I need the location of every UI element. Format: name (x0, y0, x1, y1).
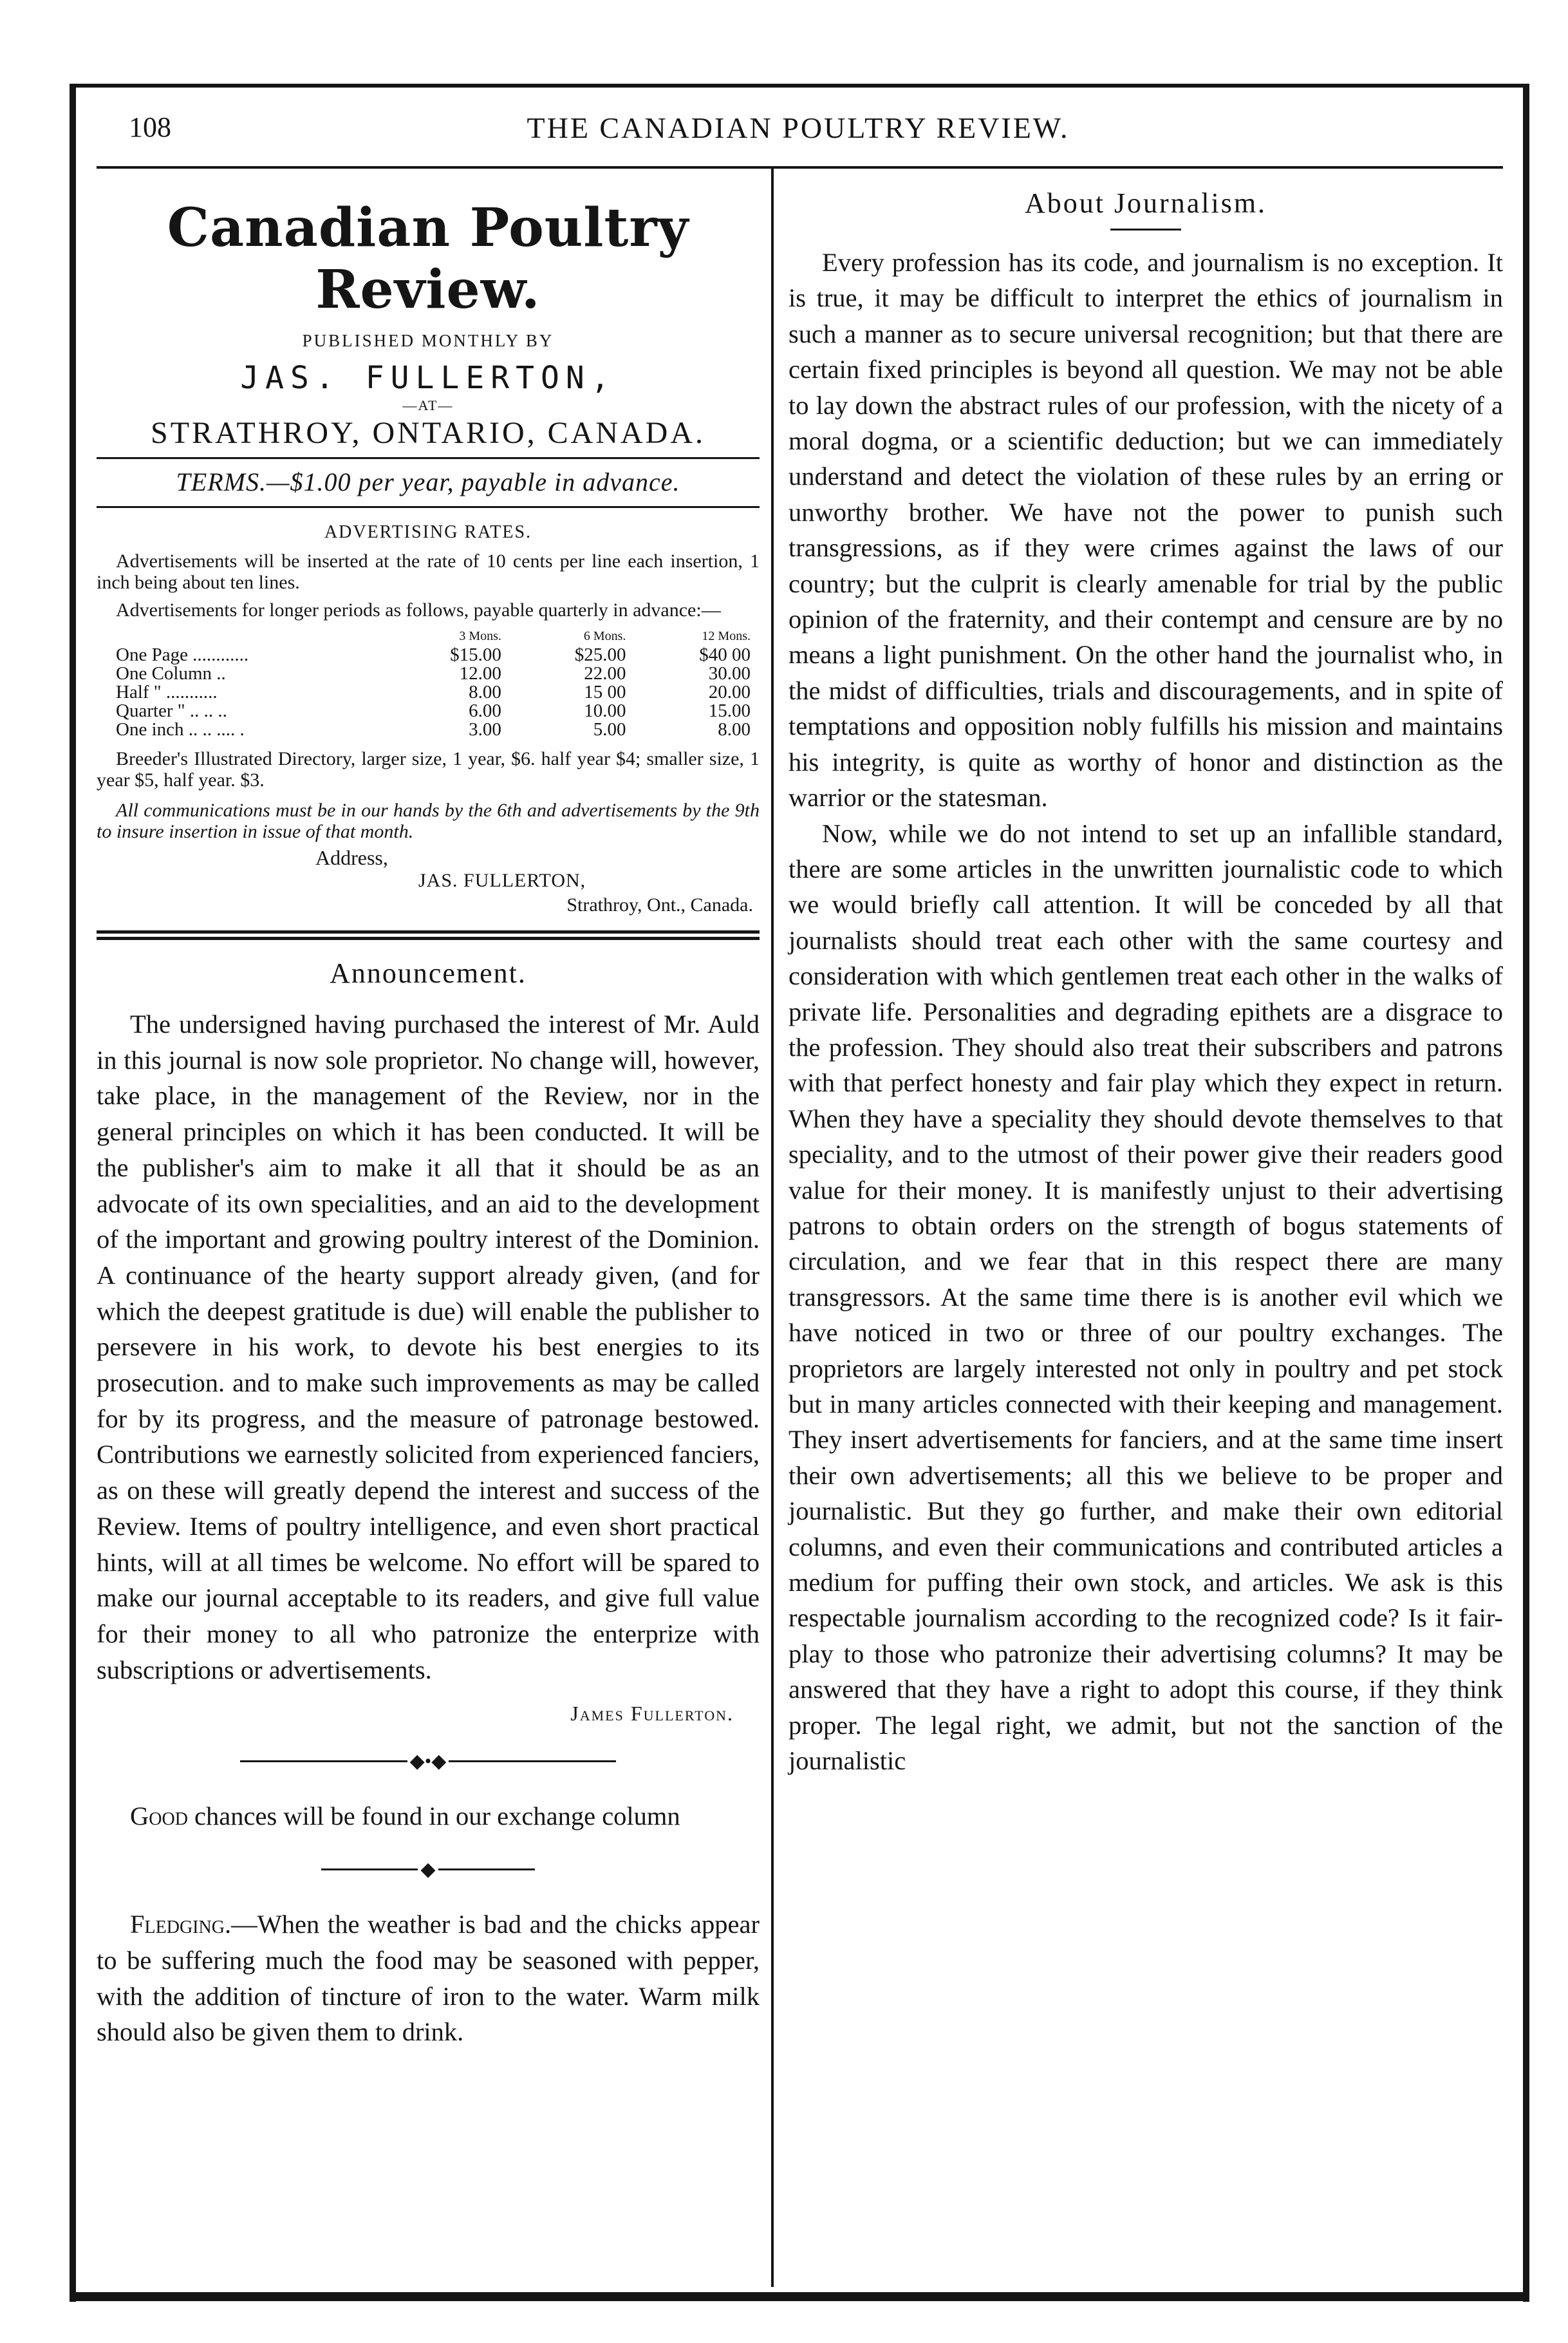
table-row (97, 683, 760, 702)
rate-12mo: $40 00 (699, 645, 751, 665)
ornament-bar (240, 1760, 407, 1762)
rate-12mo: 30.00 (708, 663, 751, 684)
good-chances-note (97, 1798, 760, 1834)
running-title: THE CANADIAN POULTRY REVIEW. (527, 111, 1070, 144)
top-border-rule (76, 84, 1523, 88)
advertising-heading: ADVERTISING RATES. (324, 522, 532, 542)
subscription-terms: TERMS.—$1.00 per year, payable in advance. (176, 467, 680, 496)
publication-place: STRATHROY, ONTARIO, CANADA. (151, 416, 705, 450)
address-label: Address, (315, 846, 388, 869)
rate-12mo: 20.00 (708, 682, 751, 702)
rate-3mo: 6.00 (469, 701, 501, 721)
directory-rates: Breeder's Illustrated Directory, larger size, 1 year, $6. half year $4; smaller size, 1 year $5, half year. $3. (97, 748, 760, 791)
table-row (97, 720, 760, 739)
ornament-bar (449, 1760, 616, 1762)
rates-header-12mo: 12 Mons. (702, 629, 751, 643)
terms-rule (97, 506, 760, 508)
ornament-bar (321, 1868, 418, 1870)
rate-6mo: 10.00 (584, 701, 626, 721)
rate-label: Half " ........... (116, 682, 218, 702)
heading-rule (1110, 229, 1181, 231)
note-text: —When the weather is bad and the chicks appear to be suffering much the food may be seasoned with pepper, with the addition of tincture of iron to the water. Warm milk should also be given them to drink. (97, 1910, 760, 2047)
announcement-heading: Announcement. (330, 957, 527, 989)
masthead-title: Canadian Poultry Review. (167, 197, 689, 321)
table-row (97, 702, 760, 720)
double-rule (97, 930, 760, 940)
rate-3mo: 3.00 (469, 719, 501, 740)
masthead-rule (97, 457, 760, 459)
ornament-bar (438, 1868, 535, 1870)
rate-label: One Page ............ (116, 645, 249, 665)
rate-6mo: 5.00 (593, 719, 626, 740)
rates-header-3mo: 3 Mons. (459, 629, 501, 643)
table-row (97, 664, 760, 683)
note-text: chances will be found in our exchange column (194, 1801, 680, 1830)
rate-label: One Column .. (116, 663, 226, 684)
table-row (97, 646, 760, 664)
address-name: JAS. FULLERTON, (418, 870, 586, 891)
bottom-border-rule (70, 2292, 1529, 2301)
published-line: PUBLISHED MONTHLY BY (302, 331, 554, 350)
rate-12mo: 8.00 (718, 719, 751, 740)
rates-header-row (97, 627, 760, 646)
advertising-intro: Advertisements will be inserted at the rate of 10 cents per line each insertion, 1 inch being about ten lines. (97, 550, 760, 593)
rates-header-blank (97, 627, 386, 646)
ornament-divider (97, 1749, 760, 1773)
right-column (789, 180, 1503, 1778)
page-number: 108 (129, 111, 171, 143)
rate-label: One inch .. .. .... . (116, 719, 245, 740)
announcement-signature: James Fullerton. (570, 1702, 734, 1726)
ornament-divider-small (97, 1858, 760, 1881)
rate-12mo: 15.00 (708, 701, 751, 721)
journalism-paragraph-2: Now, while we do not intend to set up an infallible standard, there are some articles in the unwritten journalistic code to which we would briefly call attention. It will be conceded by all that journalists should treat each other with the same courtesy and consideration with which gentlemen treat each other in the walks of private life. Personalities and degrading epithets are a disgrace to the profession. They should also treat their subscribers and patrons with that perfect honesty and fair play which they expect in return. When they have a speciality they should devote themselves to that speciality, and to the utmost of their power give their readers good value for their money. It is manifestly unjust to their advertising patrons to obtain orders on the strength of bogus statements of circulation, and we fear that in this respect there are many transgressors. At the same time there is is another evil which we have noticed in two or three of our poultry exchanges. The proprietors are largely interested not only in poultry and pet stock but in many articles connected with their keeping and management. They insert advertisements for fanciers, and at the same time insert their own advertisements; all this we believe to be proper and journalistic. But they go further, and make their own editorial columns, and even their communications and contributed articles a medium for puffing their own stock, and articles. We ask is this respectable journalism according to the recognized code? Is it fair-play to those who patronize their advertising columns? It may be answered that they have a right to adopt this course, if they think proper. The legal right, we admit, but not the sanction of the journalistic (789, 818, 1503, 1776)
running-head (97, 111, 1500, 156)
publisher-name: JAS. FULLERTON, (240, 360, 616, 396)
note-lead: Fledging. (130, 1910, 232, 1939)
rate-label: Quarter " .. .. .. (116, 701, 227, 721)
rates-table (97, 627, 760, 739)
header-rule (97, 166, 1503, 169)
diamond-icon: ◆ (420, 1859, 436, 1881)
note-lead: Good (130, 1801, 188, 1830)
rate-6mo: 15 00 (584, 682, 626, 702)
rates-header-6mo: 6 Mons. (583, 629, 626, 643)
fledging-note (97, 1906, 760, 2050)
left-column (97, 180, 760, 2050)
diamond-icon: ◆•◆ (409, 1750, 447, 1772)
rate-3mo: 8.00 (469, 682, 501, 702)
rate-3mo: 12.00 (459, 663, 501, 684)
column-divider (771, 169, 774, 2287)
rate-3mo: $15.00 (450, 645, 501, 665)
advertising-longer-periods: Advertisements for longer periods as follows, payable quarterly in advance:— (116, 599, 721, 621)
announcement-body: The undersigned having purchased the interest of Mr. Auld in this journal is now sole proprietor. No change will, however, take place, in the management of the Review, nor in the general principles on which it has been conducted. It will be the publisher's aim to make it all that it should be as an advocate of its own specialities, and an aid to the development of the important and growing poultry interest of the Dominion. A continuance of the hearty support already given, (and for which the deepest gratitude is due) will enable the publisher to persevere in his work, to devote his best energies to its prosecution. and to make such improvements as may be called for by its progress, and the measure of patronage bestowed. Contributions we earnestly solicited from experienced fanciers, as on these will greatly depend the interest and success of the Review. Items of poultry intelligence, and even short practical hints, will at all times be welcome. No effort will be spared to make our journal acceptable to its readers, and give full value for their money to all who patronize the enterprize with subscriptions or advertisements. (97, 1010, 760, 1684)
at-line: —AT— (402, 397, 454, 413)
journalism-paragraph-1: Every profession has its code, and journalism is no exception. It is true, it may be difficult to interpret the ethics of journalism in such a manner as to secure universal recognition; but that there are certain fixed principles is beyond all question. We may not be able to lay down the abstract rules of our profession, with the nicety of a moral dogma, or a scientific deduction; but we can immediately understand and detect the violation of these rules by an erring or unworthy brother. We have not the power to punish such transgressions, as if they were crimes against the laws of our country; but the culprit is clearly amenable for trial by the public opinion of the fraternity, and their contempt and censure are by no means a light punishment. On the other hand the journalist who, in the midst of difficulties, trials and discouragements, and in spite of temptations and opposition nobly fulfills his mission and maintains his integrity, is quite as worthy of honor and distinction as the warrior or the statesman. (789, 248, 1503, 813)
rate-6mo: $25.00 (574, 645, 626, 665)
address-place: Strathroy, Ont., Canada. (566, 894, 753, 916)
communications-notice: All communications must be in our hands by the 6th and advertisements by the 9th to insure insertion in issue of that month. (97, 800, 760, 842)
journalism-heading: About Journalism. (1024, 187, 1267, 219)
rate-6mo: 22.00 (584, 663, 626, 684)
